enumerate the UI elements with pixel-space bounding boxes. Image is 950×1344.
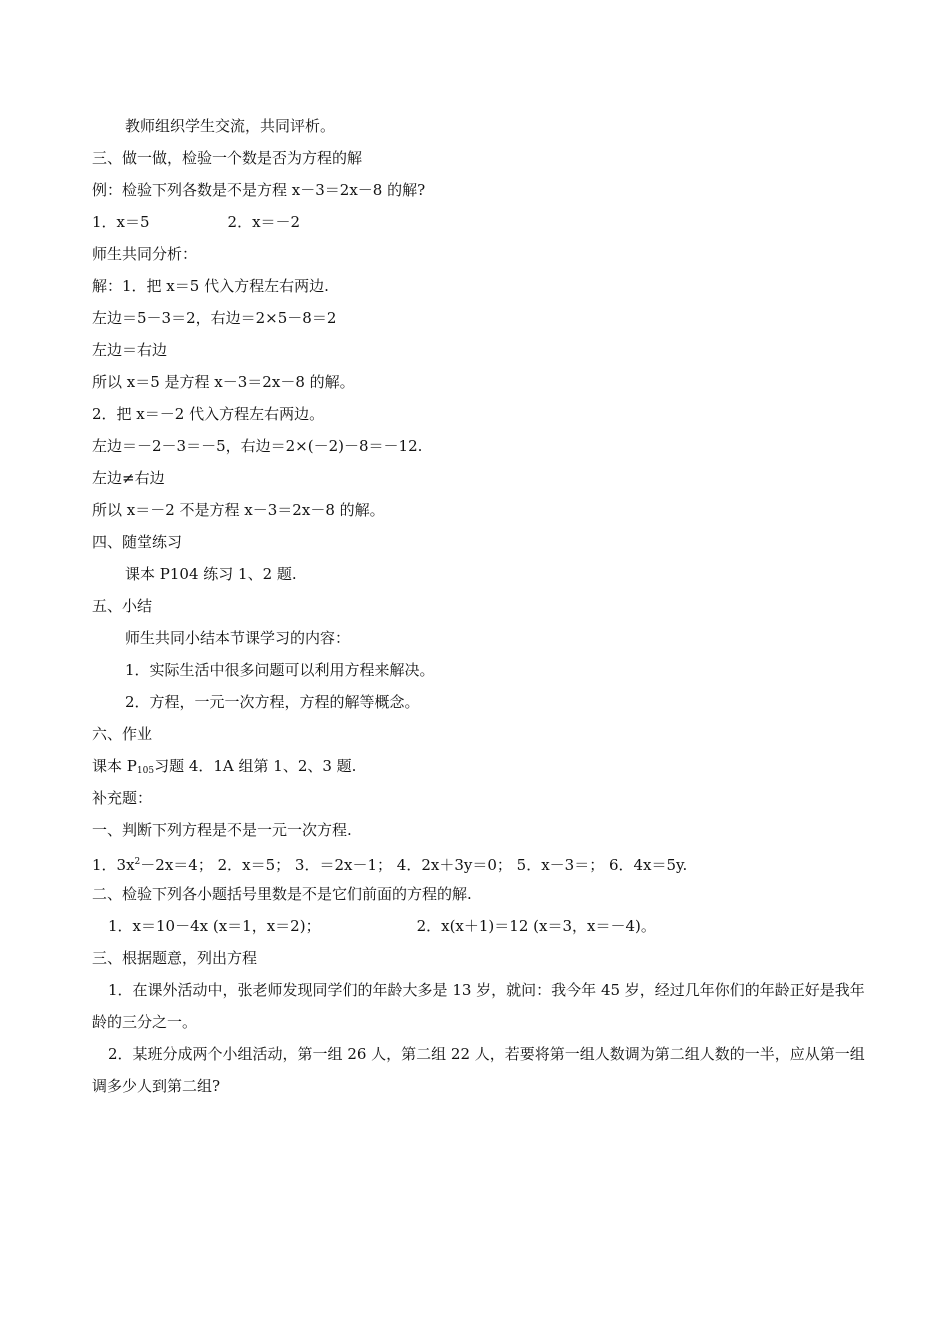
section-four-heading: 四、随堂练习 [92,533,183,551]
homework-text [92,750,872,782]
homework-prefix: 课本 P [92,757,137,775]
example-options [92,206,872,238]
solution-calc-1: 左边＝5－3＝2，右边＝2×5－8＝2 [92,309,337,327]
document-page [92,110,872,1102]
practice-text: 课本 P104 练习 1、2 题. [125,565,297,583]
summary-point-1: 1．实际生活中很多问题可以利用方程来解决。 [125,661,435,679]
solution-compare-1: 左边＝右边 [92,341,168,359]
supplement-one-heading: 一、判断下列方程是不是一元一次方程. [92,821,352,839]
check-item-1: 1．x＝10－4x (x＝1，x＝2)； [108,917,321,935]
page-subscript: 105 [136,766,155,776]
supplement-two-heading: 二、检验下列各小题括号里数是不是它们前面的方程的解. [92,885,472,903]
line-teacher-organize: 教师组织学生交流，共同评析。 [125,117,336,135]
homework-suffix: 习题 4．1A 组第 1、2、3 题. [154,757,357,775]
word-problem-2: 2．某班分成两个小组活动，第一组 26 人，第二组 22 人，若要将第一组人数调为第二组人数的一半，应从第一组调多少人到第二组? [92,1045,865,1095]
supplement-two-items [92,910,872,942]
exponent: 2 [134,857,141,867]
solution-step-1: 解：1．把 x＝5 代入方程左右两边. [92,277,329,295]
item-1-prefix: 1．3x [92,856,135,874]
supplement-heading: 补充题： [92,789,153,807]
option-2: 2．x＝－2 [227,213,301,231]
section-three-heading: 三、做一做，检验一个数是否为方程的解 [92,149,363,167]
summary-point-2: 2．方程，一元一次方程，方程的解等概念。 [125,693,420,711]
section-six-heading: 六、作业 [92,725,153,743]
solution-conclusion-1: 所以 x＝5 是方程 x－3＝2x－8 的解。 [92,373,355,391]
example-question: 例：检验下列各数是不是方程 x－3＝2x－8 的解? [92,181,426,199]
word-problem-1: 1．在课外活动中，张老师发现同学们的年龄大多是 13 岁，就问：我今年 45 岁，经过几年你们的年龄正好是我年龄的三分之一。 [92,981,865,1031]
check-item-2: 2．x(x＋1)＝12 (x＝3，x＝－4)。 [416,917,656,935]
solution-step-2: 2．把 x＝－2 代入方程左右两边。 [92,405,325,423]
solution-calc-2: 左边＝－2－3＝－5，右边＝2×(－2)－8＝－12. [92,437,423,455]
items-rest: －2x＝4； 2．x＝5； 3．＝2x－1； 4．2x＋3y＝0； 5．x－3＝； 6．4x＝5y. [140,856,688,874]
summary-intro: 师生共同小结本节课学习的内容： [125,629,351,647]
option-1: 1．x＝5 [92,213,150,231]
supplement-one-items [92,846,872,878]
supplement-three-heading: 三、根据题意，列出方程 [92,949,258,967]
section-five-heading: 五、小结 [92,597,153,615]
solution-compare-2: 左边≠右边 [92,469,165,487]
joint-analysis: 师生共同分析： [92,245,198,263]
solution-conclusion-2: 所以 x＝－2 不是方程 x－3＝2x－8 的解。 [92,501,385,519]
